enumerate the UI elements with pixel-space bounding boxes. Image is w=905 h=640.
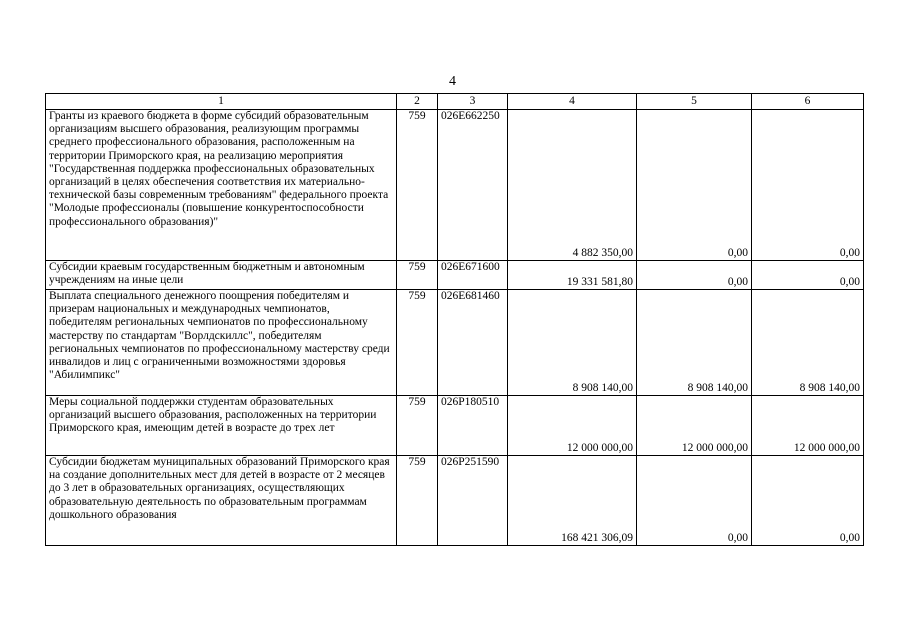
amount-col5: 0,00	[637, 456, 752, 546]
amount-col6: 0,00	[752, 456, 864, 546]
column-header: 1	[46, 94, 397, 110]
row-description: Выплата специального денежного поощрения победителям и призерам национальных и международных чемпионатов, победителям региональных чемпионатов по профессиональному мастерству по стандартам "Ворлдскиллс", победителям региональных чемпионатов по профессиональному мастерству среди инвалидов и лиц с ограниченными возможностями здоровья "Абилимпикс"	[46, 290, 397, 396]
table-row	[46, 110, 864, 261]
row-description: Меры социальной поддержки студентам образовательных организаций высшего образования, расположенных на территории Приморского края, имеющим детей в возрасте до трех лет	[46, 396, 397, 456]
amount-col4: 168 421 306,09	[508, 456, 637, 546]
target-article-code: 026E671600	[438, 261, 508, 290]
amount-col5: 0,00	[637, 261, 752, 290]
target-article-code: 026E662250	[438, 110, 508, 261]
page-number: 4	[449, 74, 456, 89]
amount-col6: 12 000 000,00	[752, 396, 864, 456]
ministry-code: 759	[397, 110, 438, 261]
amount-col4: 8 908 140,00	[508, 290, 637, 396]
ministry-code: 759	[397, 261, 438, 290]
amount-col4: 12 000 000,00	[508, 396, 637, 456]
budget-table	[45, 93, 864, 546]
target-article-code: 026P180510	[438, 396, 508, 456]
amount-col5: 8 908 140,00	[637, 290, 752, 396]
amount-col4: 19 331 581,80	[508, 261, 637, 290]
column-header: 6	[752, 94, 864, 110]
amount-col5: 12 000 000,00	[637, 396, 752, 456]
table-header-row	[46, 94, 864, 110]
target-article-code: 026E681460	[438, 290, 508, 396]
column-header: 5	[637, 94, 752, 110]
row-description: Гранты из краевого бюджета в форме субсидий образовательным организациям высшего образования, реализующим программы среднего профессионального образования, расположенным на территории Приморского края, на реализацию мероприятия "Государственная поддержка профессиональных образовательных организаций в целях обеспечения соответствия их материально-технической базы современным требованиям" федерального проекта "Молодые профессионалы (повышение конкурентоспособности профессионального образования)"	[46, 110, 397, 261]
table-row	[46, 261, 864, 290]
amount-col6: 8 908 140,00	[752, 290, 864, 396]
table-row	[46, 456, 864, 546]
amount-col5: 0,00	[637, 110, 752, 261]
column-header: 4	[508, 94, 637, 110]
ministry-code: 759	[397, 396, 438, 456]
ministry-code: 759	[397, 456, 438, 546]
row-description: Субсидии бюджетам муниципальных образований Приморского края на создание дополнительных мест для детей в возрасте от 2 месяцев до 3 лет в образовательных организациях, осуществляющих образовательную деятельность по образовательным программам дошкольного образования	[46, 456, 397, 546]
amount-col4: 4 882 350,00	[508, 110, 637, 261]
table-row	[46, 290, 864, 396]
ministry-code: 759	[397, 290, 438, 396]
table-row	[46, 396, 864, 456]
amount-col6: 0,00	[752, 110, 864, 261]
row-description: Субсидии краевым государственным бюджетным и автономным учреждениям на иные цели	[46, 261, 397, 290]
amount-col6: 0,00	[752, 261, 864, 290]
column-header: 2	[397, 94, 438, 110]
target-article-code: 026P251590	[438, 456, 508, 546]
column-header: 3	[438, 94, 508, 110]
